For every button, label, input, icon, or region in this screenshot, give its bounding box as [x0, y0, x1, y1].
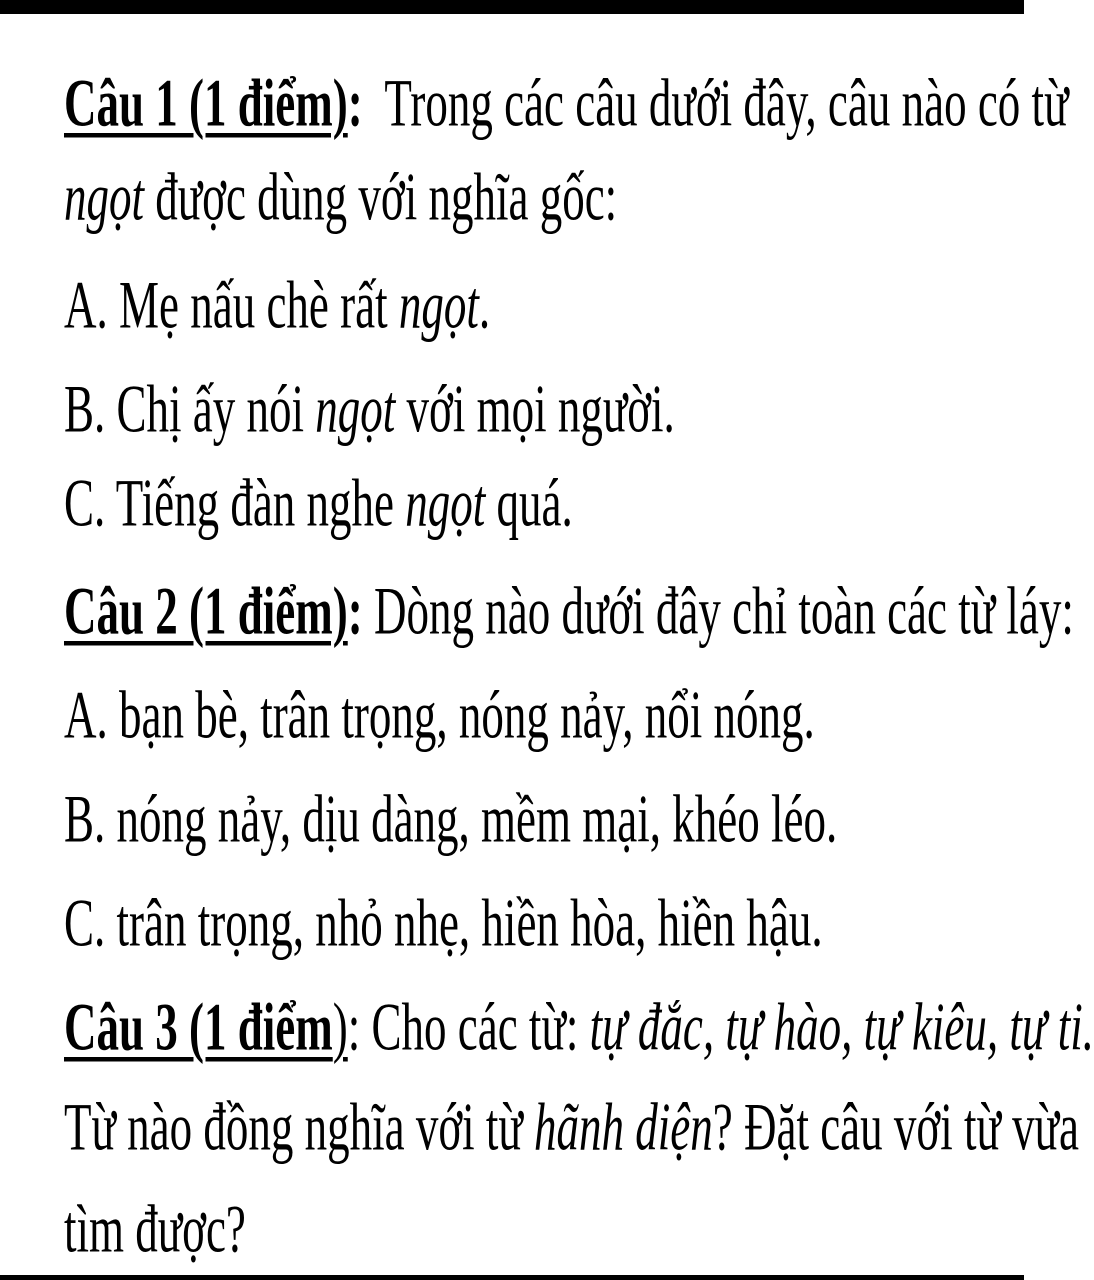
- q2-option-a: A. bạn bè, trân trọng, nóng nảy, nổi nóng.: [64, 677, 815, 753]
- q3-stem-2: Từ nào đồng nghĩa với từ: [64, 1089, 535, 1165]
- q1-option-a-keyword: ngọt: [398, 267, 479, 343]
- q1-stem-1: Trong các câu dưới đây, câu nào có từ: [384, 65, 1069, 141]
- q1-option-a-end: .: [478, 267, 491, 343]
- top-border: [0, 0, 1024, 14]
- q2-option-b: B. nóng nảy, dịu dàng, mềm mại, khéo léo.: [64, 781, 838, 857]
- q1-colon: :: [347, 65, 363, 141]
- q1-option-b: [64, 371, 675, 447]
- q1-option-a-text: A. Mẹ nấu chè rất: [64, 267, 399, 343]
- q1-option-c-keyword: ngọt: [405, 465, 486, 541]
- q1-option-c-end: quá.: [485, 465, 573, 541]
- q1-stem-line-1: [64, 65, 1069, 141]
- q3-paren: ): [332, 989, 348, 1065]
- q3-stem-1: : Cho các từ:: [347, 989, 590, 1065]
- bottom-border: [0, 1275, 1024, 1280]
- q3-label: Câu 3 (1 điểm: [64, 989, 333, 1065]
- q1-label: Câu 1 (1 điểm): [64, 65, 348, 141]
- q2-stem-line: [64, 573, 1074, 649]
- q1-option-c: [64, 465, 573, 541]
- q1-option-b-keyword: ngọt: [315, 371, 396, 447]
- q1-stem-2: được dùng với nghĩa gốc:: [144, 159, 618, 235]
- q3-word-list: tự đắc, tự hào, tự kiêu, tự ti.: [589, 989, 1094, 1065]
- q2-stem: Dòng nào dưới đây chỉ toàn các từ láy:: [362, 573, 1074, 649]
- q3-stem-2-end: ? Đặt câu với từ vừa: [712, 1089, 1079, 1165]
- q1-option-c-text: C. Tiếng đàn nghe: [64, 465, 406, 541]
- q3-stem-line-2: [64, 1089, 1079, 1165]
- q1-stem-line-2: [64, 159, 618, 235]
- q2-colon: :: [347, 573, 363, 649]
- q1-option-b-end: với mọi người.: [395, 371, 675, 447]
- q3-stem-line-1: [64, 989, 1094, 1065]
- q2-option-c: C. trân trọng, nhỏ nhẹ, hiền hòa, hiền hậu.: [64, 885, 823, 961]
- q2-label: Câu 2 (1 điểm): [64, 573, 348, 649]
- q1-option-a: [64, 267, 491, 343]
- q3-keyword: hãnh diện: [534, 1089, 713, 1165]
- q3-stem-line-3: tìm được?: [64, 1191, 246, 1267]
- q1-option-b-text: B. Chị ấy nói: [64, 371, 316, 447]
- q1-stem-keyword: ngọt: [64, 159, 145, 235]
